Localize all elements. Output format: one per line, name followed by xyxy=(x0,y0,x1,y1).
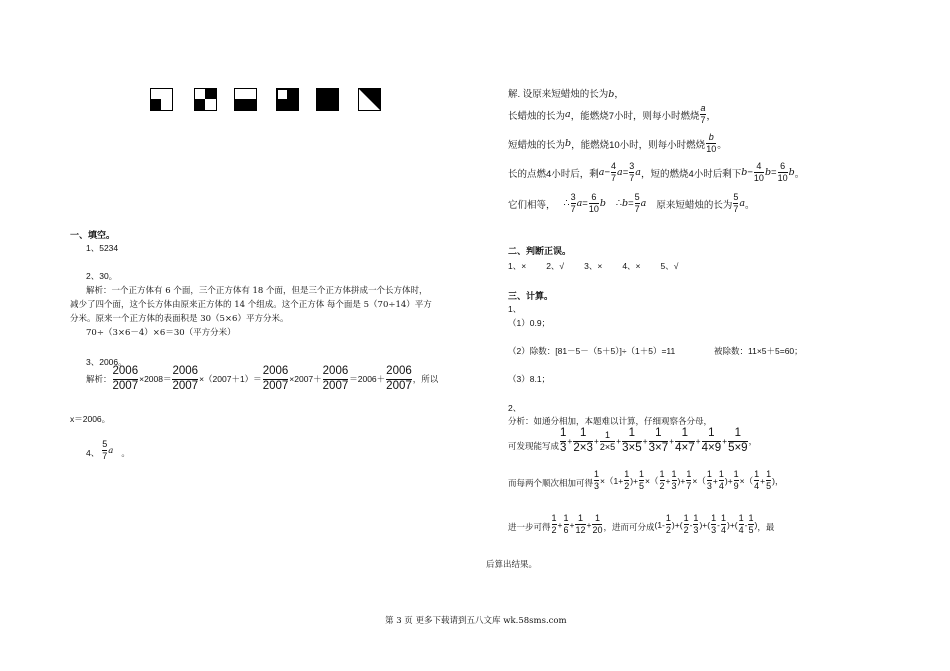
calc-sub-1: 1、 xyxy=(508,304,522,314)
checker-square-icon xyxy=(194,88,217,111)
calc-analysis: 分析：如通分相加，本题难以计算，仔细观察各分母， xyxy=(508,417,713,427)
calc-answer-1: （1）0.9； xyxy=(508,318,551,328)
candle-line-5: 它们相等， ∴ $\frac{3}{7}$ a = $\frac{6}{10}$ b ∴ b = $\frac{5}{7}$ a 原来短蜡烛的长为 $\frac{5}{7}$ a 。 xyxy=(508,192,755,214)
fraction-5-7: $\frac{5}{7}$ xyxy=(102,439,108,461)
step-line: 进一步可得 $\frac{1}{2}$ + $\frac{1}{6}$ + $\frac{1}{12}$ + $\frac{1}{20}$ ，进而可分成 (1- $\frac{1}{2}$ ) + ( $\frac{1}{2}$ - $\frac{1}{3}$ ) + ( $\frac{1}{3}$ - $\frac{1}{4}$ ) + ( $\frac{1}{4}$ - $\frac{1}{5}$ ) ，最 xyxy=(508,513,775,535)
calc-sub-2: 2、 xyxy=(508,403,522,413)
candle-line-1: 解. 设原来短蜡烛的长为b， xyxy=(508,89,624,100)
calc-answer-2-dividend: 被除数：11×5＋5=60； xyxy=(714,346,803,356)
candle-line-4: 长的点燃4小时后，剩 a − $\frac{4}{7}$ a = $\frac{3}{7}$ a ，短的燃烧4小时后剩下 b − $\frac{4}{10}$ b = $\frac{6}{10}$ b 。 xyxy=(508,161,805,183)
answer-3-lead: 解析： xyxy=(86,375,112,385)
answer-2-analysis-2: 减少了四个面，这个长方体由原来正方体的 14 个组成。这个正方体 每个面是 5（70÷14）平方 xyxy=(70,300,432,310)
fraction-2006-2007: $\frac{2006}{2007}$ xyxy=(172,365,199,392)
variable-a: a xyxy=(108,445,114,456)
square-bottom-left-black-icon xyxy=(150,88,173,111)
answer-2-analysis-1: 解析：一个正方体有 6 个面，三个正方体有 18 个面，但是三个正方体拼成一个长方体时， xyxy=(86,286,428,296)
square-full-black-icon xyxy=(316,88,339,111)
page-footer: 第 3 页 更多下载请到五八文库 wk.58sms.com xyxy=(385,616,567,626)
answer-3-analysis xyxy=(86,366,438,392)
fraction-2006-2007: $\frac{2006}{2007}$ xyxy=(386,365,412,392)
answer-4 xyxy=(86,440,130,461)
answer-3: 3、2006。 xyxy=(86,357,127,367)
judge-item: 2、√ xyxy=(546,261,565,271)
answer-2-formula: 70÷（3×6－4）×6＝30（平方分米） xyxy=(86,328,236,338)
answer-1: 1、5234 xyxy=(86,243,119,253)
fraction-2006-2007: $\frac{2006}{2007}$ xyxy=(112,365,139,392)
fraction-2006-2007: $\frac{2006}{2007}$ xyxy=(262,365,289,392)
answer-3-term: ＝2006＋ xyxy=(349,374,386,384)
candle-line-2: 长蜡烛的长为 a ，能燃烧7小时，则每小时燃烧 $\frac{a}{7}$ ， xyxy=(508,103,717,125)
judge-item: 1、× xyxy=(508,261,527,271)
judge-item: 3、× xyxy=(584,261,603,271)
calc-conclusion: 后算出结果。 xyxy=(486,560,538,570)
answer-3-term: ，所以 xyxy=(412,375,439,385)
answer-4-label: 4、 xyxy=(86,448,100,458)
rewrite-line: 可发现能写成 $\frac{1}{3}$ + $\frac{1}{2\times 3}$ + $\frac{1}{2\times 5}$ + $\frac{1}{3\times 5}$ + $\frac{1}{3\times 7}$ + $\frac{1}{4\times 7}$ + $\frac{1}{4\times 9}$ + $\frac{1}{5\times 9}$ ， xyxy=(508,427,758,454)
answer-4-end: 。 xyxy=(121,449,130,459)
square-bottom-half-black-icon xyxy=(234,88,257,111)
candle-line-3: 短蜡烛的长为 b ，能燃烧10小时，则每小时燃烧 $\frac{b}{10}$ 。 xyxy=(508,132,727,154)
fill-heading: 一、填空。 xyxy=(70,230,116,240)
pairing-line: 而每两个顺次相加可得 $\frac{1}{3}$ × （1+ $\frac{1}{2}$ ) + $\frac{1}{5}$ × （ $\frac{1}{2}$ + $\frac{1}{3}$ ) + $\frac{1}{7}$ × （ $\frac{1}{3}$ + $\frac{1}{4}$ ) + $\frac{1}{9}$ × （ $\frac{1}{4}$ + $\frac{1}{5}$ ) ， xyxy=(508,469,784,491)
answer-3-term: ×（2007＋1）＝ xyxy=(199,374,262,384)
fraction-2006-2007: $\frac{2006}{2007}$ xyxy=(322,365,349,392)
answer-3-term: ×2007＋ xyxy=(289,374,322,384)
calc-heading: 三、计算。 xyxy=(508,291,554,301)
answer-2-analysis-3: 分米。原来一个正方体的表面积是 30（5×6）平方分米。 xyxy=(70,314,289,324)
square-diagonal-half-icon xyxy=(358,88,381,111)
calc-answer-2-divisor: （2）除数：[81－5－（5＋5）]÷（1＋5）=11 xyxy=(508,346,676,356)
answer-3-term: ×2008＝ xyxy=(139,374,172,384)
judge-item: 4、× xyxy=(622,261,641,271)
calc-answer-3: （3）8.1； xyxy=(508,374,551,384)
square-three-quarter-black-icon xyxy=(276,88,299,111)
answer-2: 2、30。 xyxy=(86,271,118,281)
answer-3-result: x＝2006。 xyxy=(70,414,111,424)
judge-heading: 二、判断正误。 xyxy=(508,246,572,256)
judge-answers xyxy=(508,260,678,272)
judge-item: 5、√ xyxy=(660,261,679,271)
